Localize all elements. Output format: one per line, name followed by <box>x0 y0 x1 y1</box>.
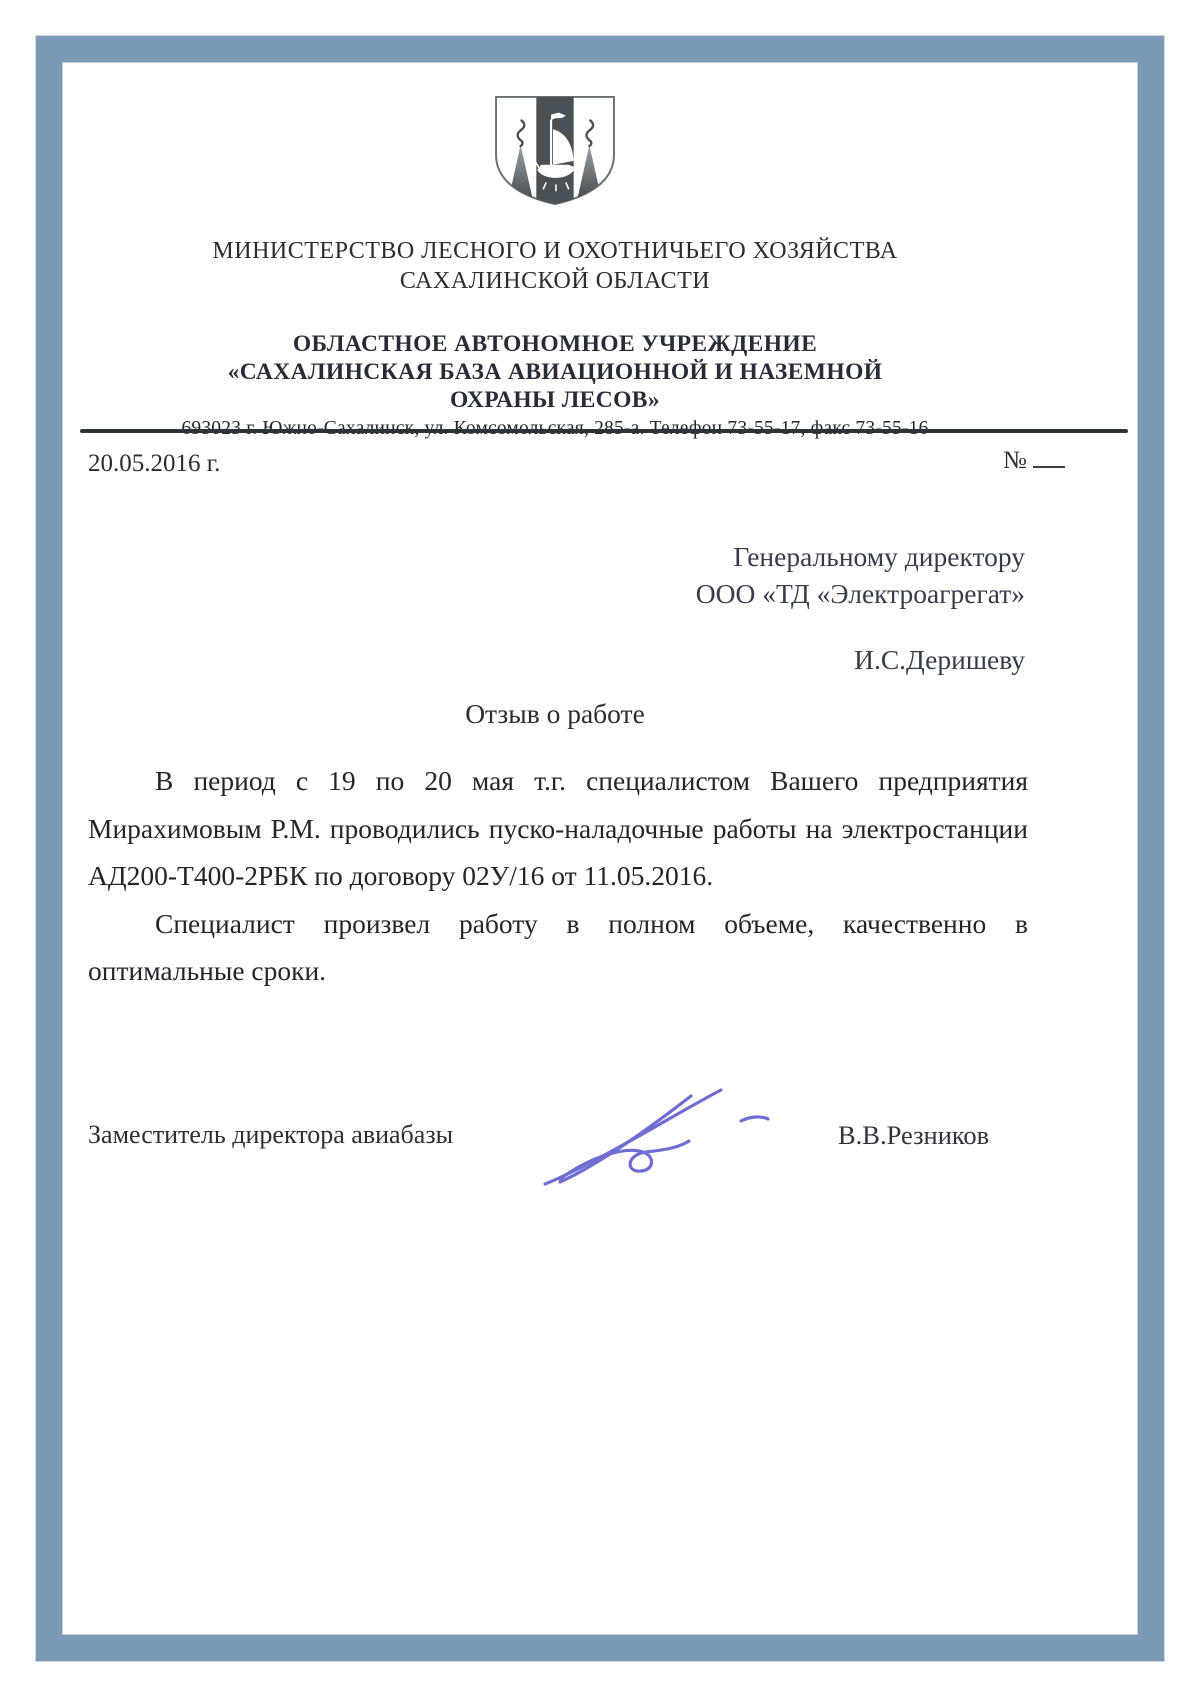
letterhead-divider <box>80 429 1128 433</box>
signer-position: Заместитель директора авиабазы <box>88 1120 454 1149</box>
org-line-1: ОБЛАСТНОЕ АВТОНОМНОЕ УЧРЕЖДЕНИЕ <box>292 331 818 357</box>
organization-name <box>0 330 1110 414</box>
signature-row <box>0 1112 1200 1232</box>
signer-name: В.В.Резников <box>838 1120 990 1150</box>
letter-number <box>1003 447 1065 475</box>
body-paragraph-2: Специалист произвел работу в полном объеме, качественно в оптимальные сроки. <box>88 907 1028 986</box>
org-line-2: «САХАЛИНСКАЯ БАЗА АВИАЦИОННОЙ И НАЗЕМНОЙ <box>227 359 883 385</box>
letterhead <box>0 94 1110 440</box>
document-title: Отзыв о работе <box>465 698 645 729</box>
ministry-line-1: МИНИСТЕРСТВО ЛЕСНОГО И ОХОТНИЧЬЕГО ХОЗЯЙСТВА <box>212 238 898 264</box>
addressee-company: ООО «ТД «Электроагрегат» <box>695 578 1025 609</box>
ministry-name <box>0 236 1110 296</box>
letter-date: 20.05.2016 г. <box>88 450 221 477</box>
addressee-position: Генеральному директору <box>733 541 1025 572</box>
addressee-name: И.С.Деришеву <box>854 644 1025 675</box>
letter-body <box>88 757 1028 995</box>
coat-of-arms-icon <box>491 94 619 208</box>
handwritten-signature <box>505 1078 795 1198</box>
addressee-block <box>696 538 1025 678</box>
ministry-line-2: САХАЛИНСКОЙ ОБЛАСТИ <box>399 268 711 294</box>
body-paragraph-1: В период с 19 по 20 мая т.г. специалистом Вашего предприятия Мирахимовым Р.М. проводились пуско-наладочные работы на электростанции АД200-Т400-2РБК по договору 02У/16 от 11.05.2016. <box>88 765 1028 891</box>
org-line-3: ОХРАНЫ ЛЕСОВ» <box>449 387 661 413</box>
number-blank-line <box>1033 448 1065 468</box>
number-sign: № <box>1003 447 1027 474</box>
